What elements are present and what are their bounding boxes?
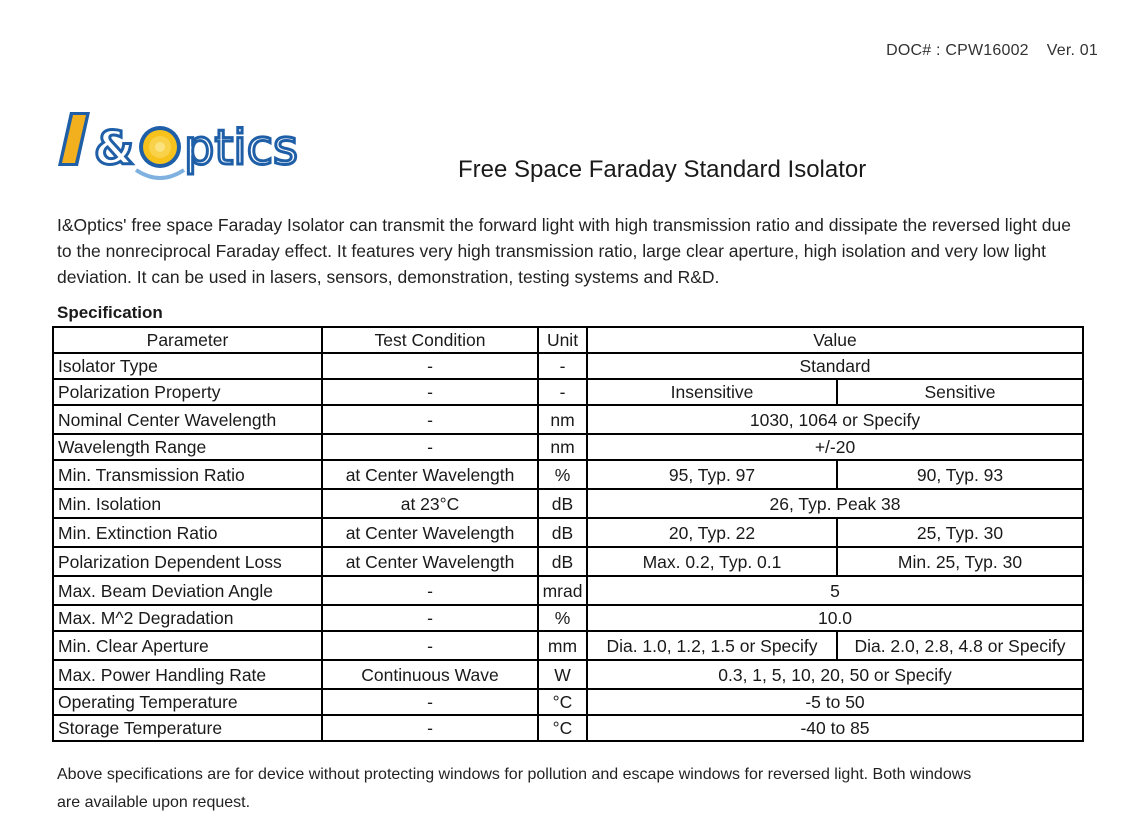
row-unit: °C bbox=[538, 715, 587, 741]
row-unit: °C bbox=[538, 689, 587, 715]
row-unit: mrad bbox=[538, 576, 587, 605]
table-row bbox=[53, 547, 1083, 576]
table-row bbox=[53, 689, 1083, 715]
row-parameter: Operating Temperature bbox=[53, 689, 322, 715]
row-condition: - bbox=[322, 434, 538, 460]
row-value-sensitive: Min. 25, Typ. 30 bbox=[837, 547, 1083, 576]
table-row bbox=[53, 576, 1083, 605]
row-condition: - bbox=[322, 379, 538, 405]
footnote bbox=[57, 761, 1097, 817]
row-condition: at Center Wavelength bbox=[322, 547, 538, 576]
row-condition: - bbox=[322, 715, 538, 741]
row-value-sensitive: Sensitive bbox=[837, 379, 1083, 405]
row-value: +/-20 bbox=[587, 434, 1083, 460]
table-row bbox=[53, 353, 1083, 379]
doc-id: DOC# : CPW16002 bbox=[886, 42, 1029, 59]
row-condition: Continuous Wave bbox=[322, 660, 538, 689]
row-unit: nm bbox=[538, 434, 587, 460]
doc-number bbox=[886, 42, 1098, 60]
row-value-insensitive: 95, Typ. 97 bbox=[587, 460, 837, 489]
spec-table bbox=[52, 326, 1084, 742]
header-parameter: Parameter bbox=[53, 327, 322, 353]
table-row bbox=[53, 518, 1083, 547]
row-parameter: Min. Transmission Ratio bbox=[53, 460, 322, 489]
row-condition: - bbox=[322, 353, 538, 379]
row-parameter: Storage Temperature bbox=[53, 715, 322, 741]
row-unit: % bbox=[538, 605, 587, 631]
page-title: Free Space Faraday Standard Isolator bbox=[458, 156, 867, 183]
row-value: -40 to 85 bbox=[587, 715, 1083, 741]
row-value-insensitive: 20, Typ. 22 bbox=[587, 518, 837, 547]
row-parameter: Max. Power Handling Rate bbox=[53, 660, 322, 689]
table-header-row bbox=[53, 327, 1083, 353]
logo-graphic bbox=[56, 106, 316, 192]
row-parameter: Isolator Type bbox=[53, 353, 322, 379]
row-unit: mm bbox=[538, 631, 587, 660]
row-parameter: Max. M^2 Degradation bbox=[53, 605, 322, 631]
row-value: Standard bbox=[587, 353, 1083, 379]
row-unit: dB bbox=[538, 518, 587, 547]
table-row bbox=[53, 489, 1083, 518]
table-row bbox=[53, 605, 1083, 631]
row-value: 0.3, 1, 5, 10, 20, 50 or Specify bbox=[587, 660, 1083, 689]
row-parameter: Wavelength Range bbox=[53, 434, 322, 460]
row-value: 26, Typ. Peak 38 bbox=[587, 489, 1083, 518]
table-row bbox=[53, 379, 1083, 405]
row-value-insensitive: Dia. 1.0, 1.2, 1.5 or Specify bbox=[587, 631, 837, 660]
table-row bbox=[53, 434, 1083, 460]
row-parameter: Max. Beam Deviation Angle bbox=[53, 576, 322, 605]
svg-text:&: & bbox=[94, 121, 135, 175]
row-value-insensitive: Insensitive bbox=[587, 379, 837, 405]
row-condition: - bbox=[322, 605, 538, 631]
row-value-insensitive: Max. 0.2, Typ. 0.1 bbox=[587, 547, 837, 576]
row-unit: - bbox=[538, 379, 587, 405]
row-condition: at 23°C bbox=[322, 489, 538, 518]
row-condition: - bbox=[322, 689, 538, 715]
row-unit: W bbox=[538, 660, 587, 689]
row-condition: at Center Wavelength bbox=[322, 518, 538, 547]
row-value-sensitive: 90, Typ. 93 bbox=[837, 460, 1083, 489]
row-parameter: Polarization Property bbox=[53, 379, 322, 405]
table-row bbox=[53, 660, 1083, 689]
row-value: 10.0 bbox=[587, 605, 1083, 631]
row-condition: - bbox=[322, 405, 538, 434]
row-value: 1030, 1064 or Specify bbox=[587, 405, 1083, 434]
row-parameter: Polarization Dependent Loss bbox=[53, 547, 322, 576]
row-value: -5 to 50 bbox=[587, 689, 1083, 715]
table-row bbox=[53, 460, 1083, 489]
footnote-line-2: are available upon request. bbox=[57, 794, 251, 811]
header-condition: Test Condition bbox=[322, 327, 538, 353]
table-row bbox=[53, 715, 1083, 741]
table-row bbox=[53, 405, 1083, 434]
intro-paragraph: I&Optics' free space Faraday Isolator can transmit the forward light with high transmission ratio and dissipate the reversed light due to the nonreciprocal Faraday effect. It features very high transmission ratio, large clear aperture, high isolation and very low light deviation. It can be used in lasers, sensors, demonstration, testing systems and R&D. bbox=[57, 215, 1071, 287]
table-row bbox=[53, 631, 1083, 660]
row-value-sensitive: Dia. 2.0, 2.8, 4.8 or Specify bbox=[837, 631, 1083, 660]
row-unit: - bbox=[538, 353, 587, 379]
row-parameter: Min. Clear Aperture bbox=[53, 631, 322, 660]
row-unit: nm bbox=[538, 405, 587, 434]
row-parameter: Min. Extinction Ratio bbox=[53, 518, 322, 547]
row-condition: at Center Wavelength bbox=[322, 460, 538, 489]
row-condition: - bbox=[322, 631, 538, 660]
row-unit: % bbox=[538, 460, 587, 489]
doc-version: Ver. 01 bbox=[1046, 42, 1098, 59]
header-unit: Unit bbox=[538, 327, 587, 353]
row-value: 5 bbox=[587, 576, 1083, 605]
header-value: Value bbox=[587, 327, 1083, 353]
row-value-sensitive: 25, Typ. 30 bbox=[837, 518, 1083, 547]
row-parameter: Min. Isolation bbox=[53, 489, 322, 518]
company-logo bbox=[56, 106, 316, 192]
footnote-line-1: Above specifications are for device without protecting windows for pollution and escape windows for reversed light. Both windows bbox=[57, 766, 972, 783]
svg-text:ptics: ptics bbox=[184, 120, 299, 176]
row-unit: dB bbox=[538, 489, 587, 518]
section-label-specification: Specification bbox=[57, 303, 163, 322]
row-unit: dB bbox=[538, 547, 587, 576]
row-parameter: Nominal Center Wavelength bbox=[53, 405, 322, 434]
row-condition: - bbox=[322, 576, 538, 605]
